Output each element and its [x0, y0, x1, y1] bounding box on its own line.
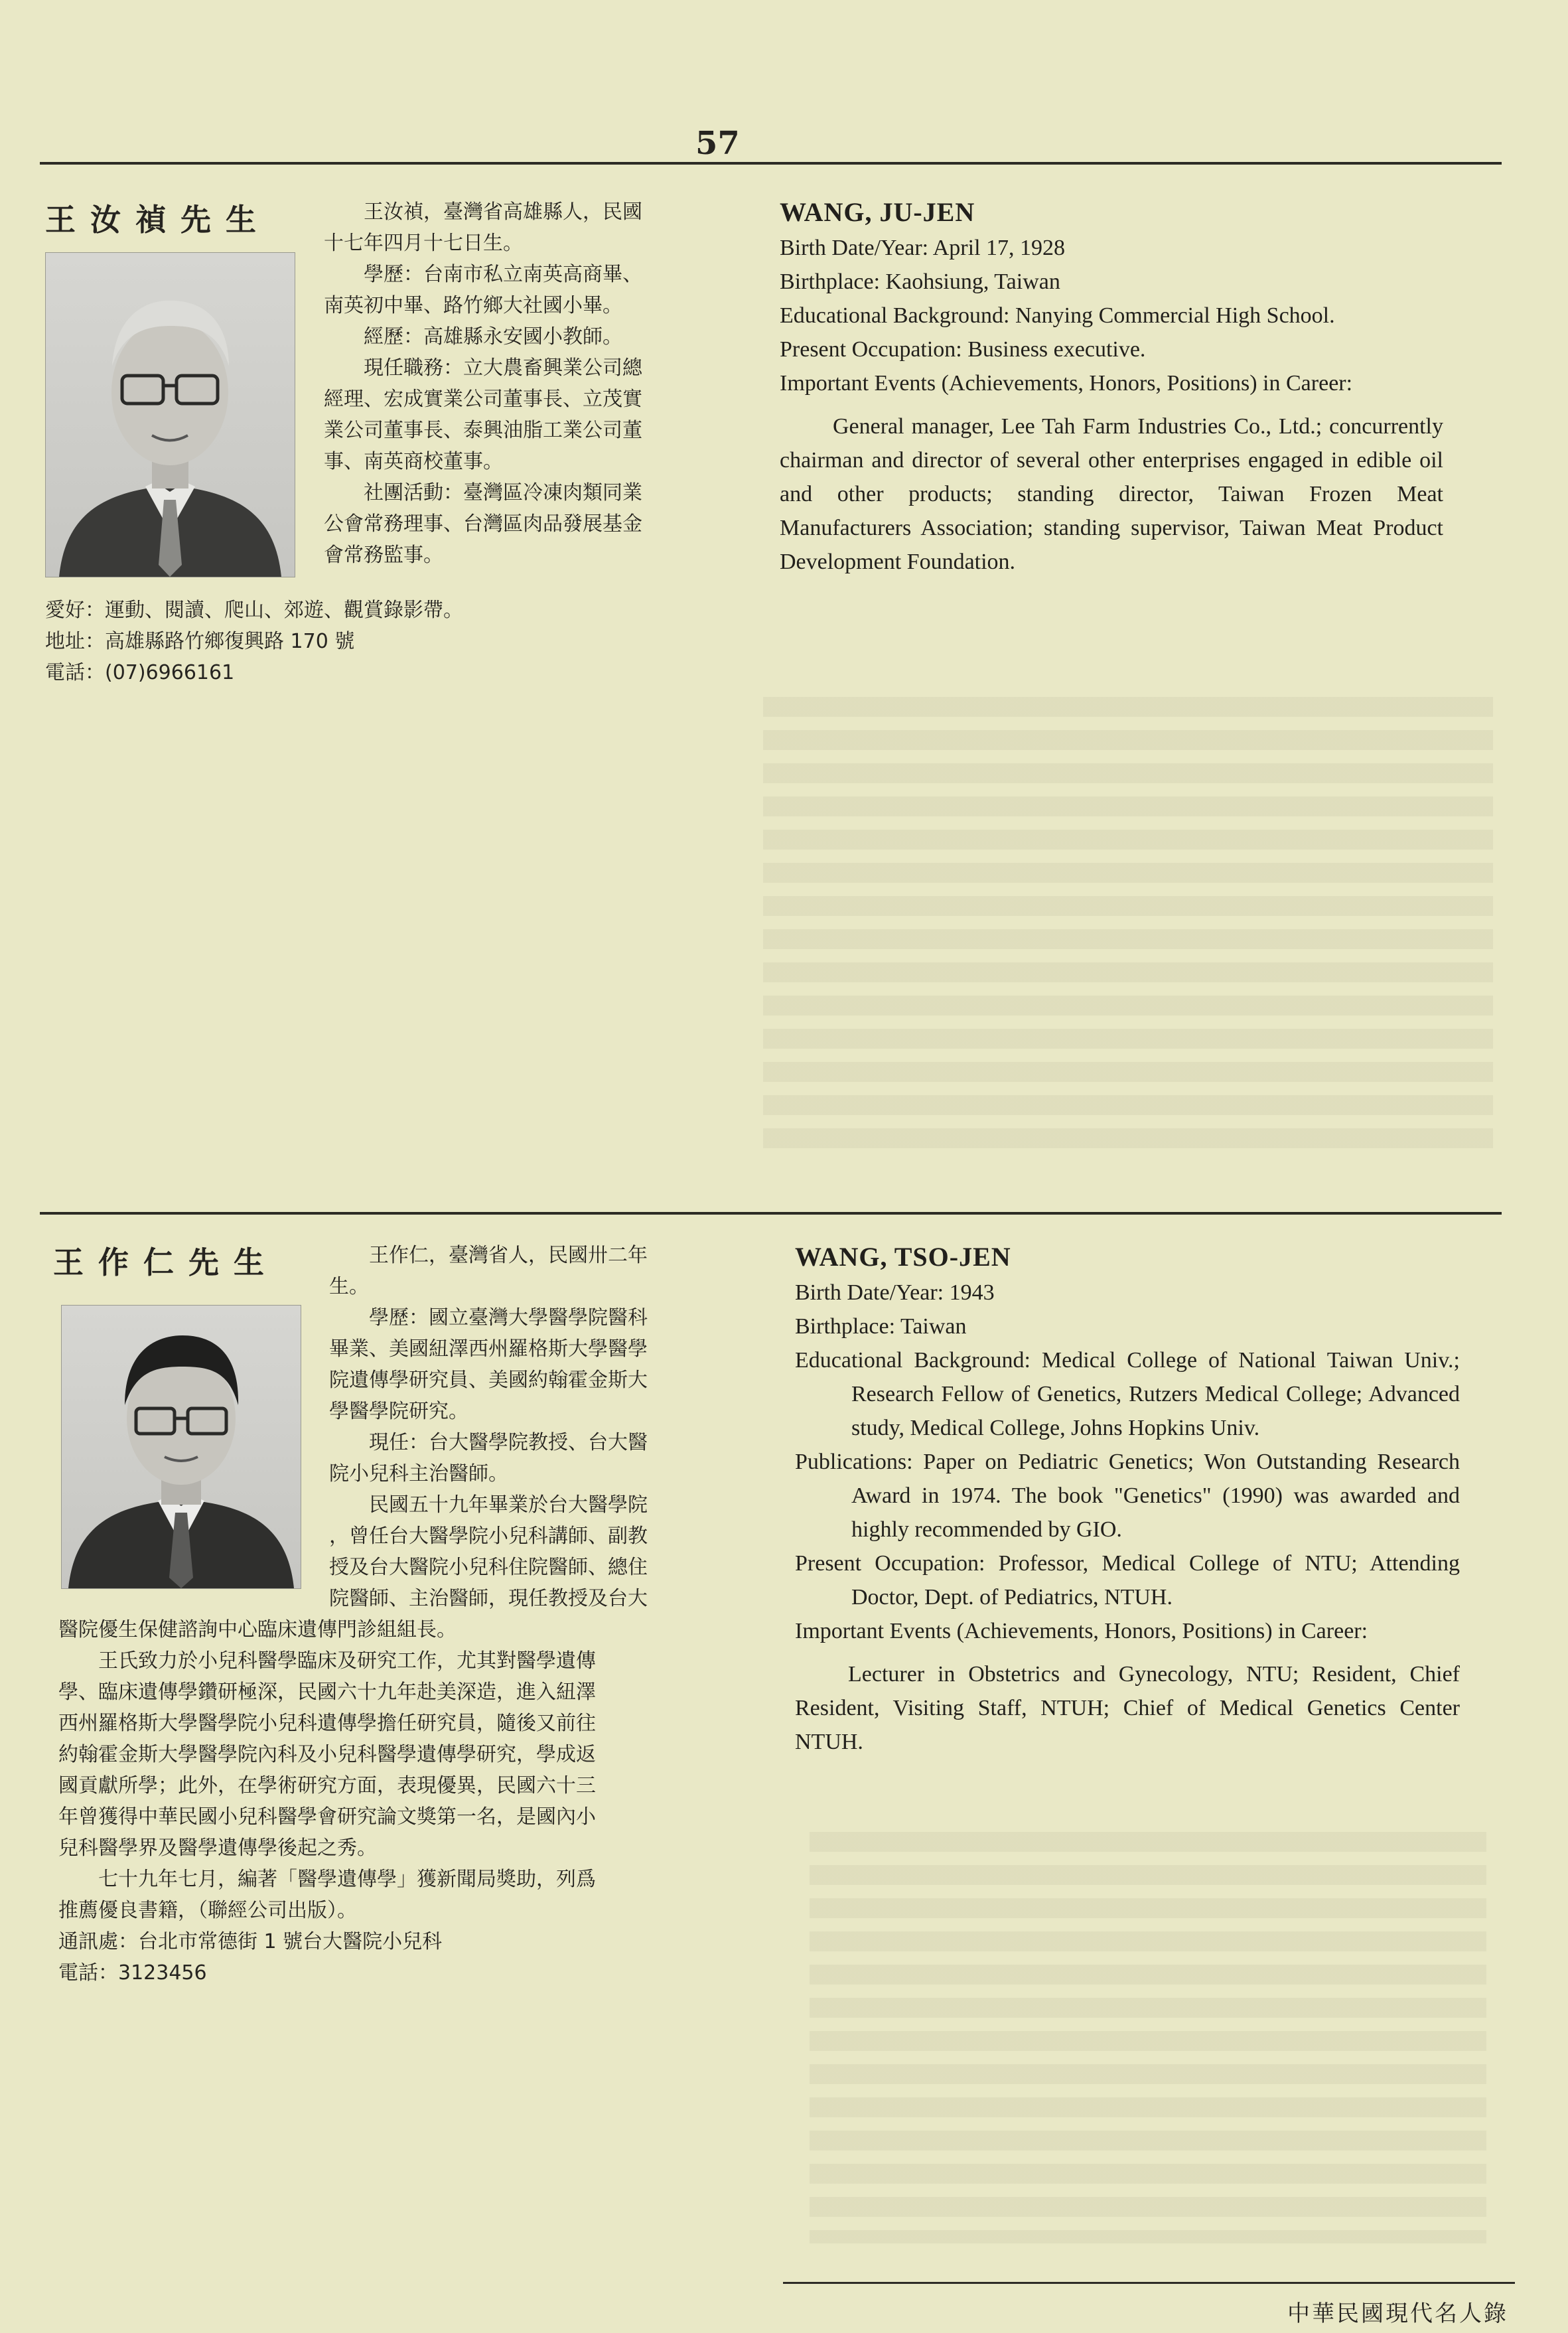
entry-2-en	[795, 1239, 1460, 1759]
zh-line: 十七年四月十七日生。	[324, 232, 523, 255]
en-publications: Publications: Paper on Pediatric Genetics; Won Outstanding Research Award in 1974. The book "Genetics" (1990) was awarded and highly recommended by GIO.	[795, 1450, 1460, 1542]
entry-2-name-zh: 王作仁先生	[53, 1244, 279, 1280]
zh-phone: 電話：3123456	[58, 1961, 207, 1985]
en-education: Educational Background: Nanying Commercial High School.	[780, 303, 1335, 328]
zh-line: 畢業、美國紐澤西州羅格斯大學醫學	[329, 1337, 648, 1361]
zh-line: 生。	[329, 1275, 369, 1298]
zh-line: 經理、宏成實業公司董事長、立茂實	[324, 388, 642, 411]
zh-line: 約翰霍金斯大學醫學院內科及小兒科醫學遺傳學研究，學成返	[58, 1743, 596, 1766]
page-number: 57	[695, 125, 740, 162]
top-rule	[40, 162, 1502, 165]
zh-line: 經歷：高雄縣永安國小教師。	[364, 325, 622, 348]
zh-line: 七十九年七月，編著「醫學遺傳學」獲新聞局獎助，列爲	[98, 1868, 596, 1891]
zh-line: 年曾獲得中華民國小兒科醫學會研究論文獎第一名，是國內小	[58, 1805, 596, 1829]
en-birth: Birth Date/Year: April 17, 1928	[780, 236, 1066, 260]
en-birthplace: Birthplace: Kaohsiung, Taiwan	[780, 269, 1060, 294]
zh-line: 現任職務：立大農畜興業公司總	[364, 356, 642, 380]
zh-line: 王汝禎，臺灣省高雄縣人，民國	[364, 200, 642, 224]
zh-line: 民國五十九年畢業於台大醫學院	[369, 1493, 648, 1517]
zh-line: 業公司董事長、泰興油脂工業公司董	[324, 419, 642, 442]
zh-line: 會常務監事。	[324, 544, 443, 567]
middle-rule	[40, 1212, 1502, 1215]
zh-line: ，曾任台大醫學院小兒科講師、副教	[329, 1525, 648, 1548]
en-events: Lecturer in Obstetrics and Gynecology, NTU; Resident, Chief Resident, Visiting Staff, NTUH; Chief of Medical Genetics Center NTUH.	[795, 1662, 1460, 1754]
entry-2-zh-body	[58, 1614, 748, 1989]
zh-address: 地址：高雄縣路竹鄉復興路 170 號	[45, 630, 355, 653]
zh-line: 兒科醫學界及醫學遺傳學後起之秀。	[58, 1837, 377, 1860]
zh-hobbies: 愛好：運動、閱讀、爬山、郊遊、觀賞錄影帶。	[45, 599, 463, 622]
zh-line: 國貢獻所學；此外，在學術研究方面，表現優異，民國六十三	[58, 1774, 596, 1797]
en-education: Educational Background: Medical College of National Taiwan Univ.; Research Fellow of Genetics, Rutzers Medical College; Advanced study, Medical College, Johns Hopkins Univ.	[795, 1348, 1460, 1440]
zh-line: 南英初中畢、路竹鄉大社國小畢。	[324, 294, 622, 317]
zh-line: 事、南英商校董事。	[324, 450, 503, 473]
footer-book-title: 中華民國現代名人錄	[1287, 2300, 1508, 2327]
zh-line: 學、臨床遺傳學鑽研極深，民國六十九年赴美深造，進入紐澤	[58, 1681, 596, 1704]
entry-1-zh-contact	[45, 595, 729, 688]
en-occupation: Present Occupation: Business executive.	[780, 337, 1146, 362]
en-events-label: Important Events (Achievements, Honors, Positions) in Career:	[795, 1619, 1368, 1643]
zh-line: 院小兒科主治醫師。	[329, 1462, 508, 1485]
entry-2-portrait	[61, 1305, 301, 1589]
en-birth: Birth Date/Year: 1943	[795, 1280, 995, 1305]
portrait-illustration	[46, 253, 295, 577]
zh-line: 推薦優良書籍，（聯經公司出版）。	[58, 1899, 357, 1922]
en-events-label: Important Events (Achievements, Honors, Positions) in Career:	[780, 371, 1353, 396]
zh-line: 學歷：台南市私立南英高商畢、	[364, 263, 642, 286]
zh-line: 西州羅格斯大學醫學院小兒科遺傳學擔任研究員，隨後又前往	[58, 1712, 596, 1735]
en-occupation: Present Occupation: Professor, Medical College of NTU; Attending Doctor, Dept. of Pediatrics, NTUH.	[795, 1551, 1460, 1610]
portrait-illustration	[62, 1306, 301, 1588]
zh-line: 公會常務理事、台灣區肉品發展基金	[324, 512, 642, 536]
entry-2-zh-intro	[329, 1240, 734, 1614]
entry-1-portrait	[45, 252, 295, 577]
footer-rule	[783, 2282, 1515, 2284]
en-events: General manager, Lee Tah Farm Industries Co., Ltd.; concurrently chairman and director of several other enterprises engaged in edible oil and other products; standing director, Taiwan Frozen Meat Manufacturers Association; standing supervisor, Taiwan Meat Product Development Foundation.	[780, 414, 1443, 574]
entry-2-name-en: WANG, TSO-JEN	[795, 1242, 1011, 1272]
zh-line: 王作仁，臺灣省人，民國卅二年	[369, 1244, 648, 1267]
entry-1-en	[780, 194, 1443, 579]
zh-line: 醫院優生保健諮詢中心臨床遺傳門診組組長。	[58, 1618, 457, 1641]
zh-line: 院醫師、主治醫師，現任教授及台大	[329, 1587, 648, 1610]
entry-1-zh-intro	[324, 196, 722, 571]
zh-line: 學醫學院研究。	[329, 1400, 468, 1423]
zh-line: 現任：台大醫學院教授、台大醫	[369, 1431, 648, 1454]
zh-line: 院遺傳學研究員、美國約翰霍金斯大	[329, 1369, 648, 1392]
zh-phone: 電話：(07)6966161	[45, 661, 235, 684]
bleed-through-texture	[763, 697, 1493, 1162]
en-birthplace: Birthplace: Taiwan	[795, 1314, 967, 1339]
entry-1-name-zh: 王汝禎先生	[45, 202, 271, 238]
zh-address: 通訊處：台北市常德街 1 號台大醫院小兒科	[58, 1930, 443, 1953]
entry-1-name-en: WANG, JU-JEN	[780, 197, 975, 227]
zh-line: 社團活動：臺灣區冷凍肉類同業	[364, 481, 642, 504]
zh-line: 授及台大醫院小兒科住院醫師、總住	[329, 1556, 648, 1579]
zh-line: 王氏致力於小兒科醫學臨床及研究工作，尤其對醫學遺傳	[98, 1649, 596, 1673]
zh-line: 學歷：國立臺灣大學醫學院醫科	[369, 1306, 648, 1329]
bleed-through-texture-lower	[810, 1832, 1486, 2243]
